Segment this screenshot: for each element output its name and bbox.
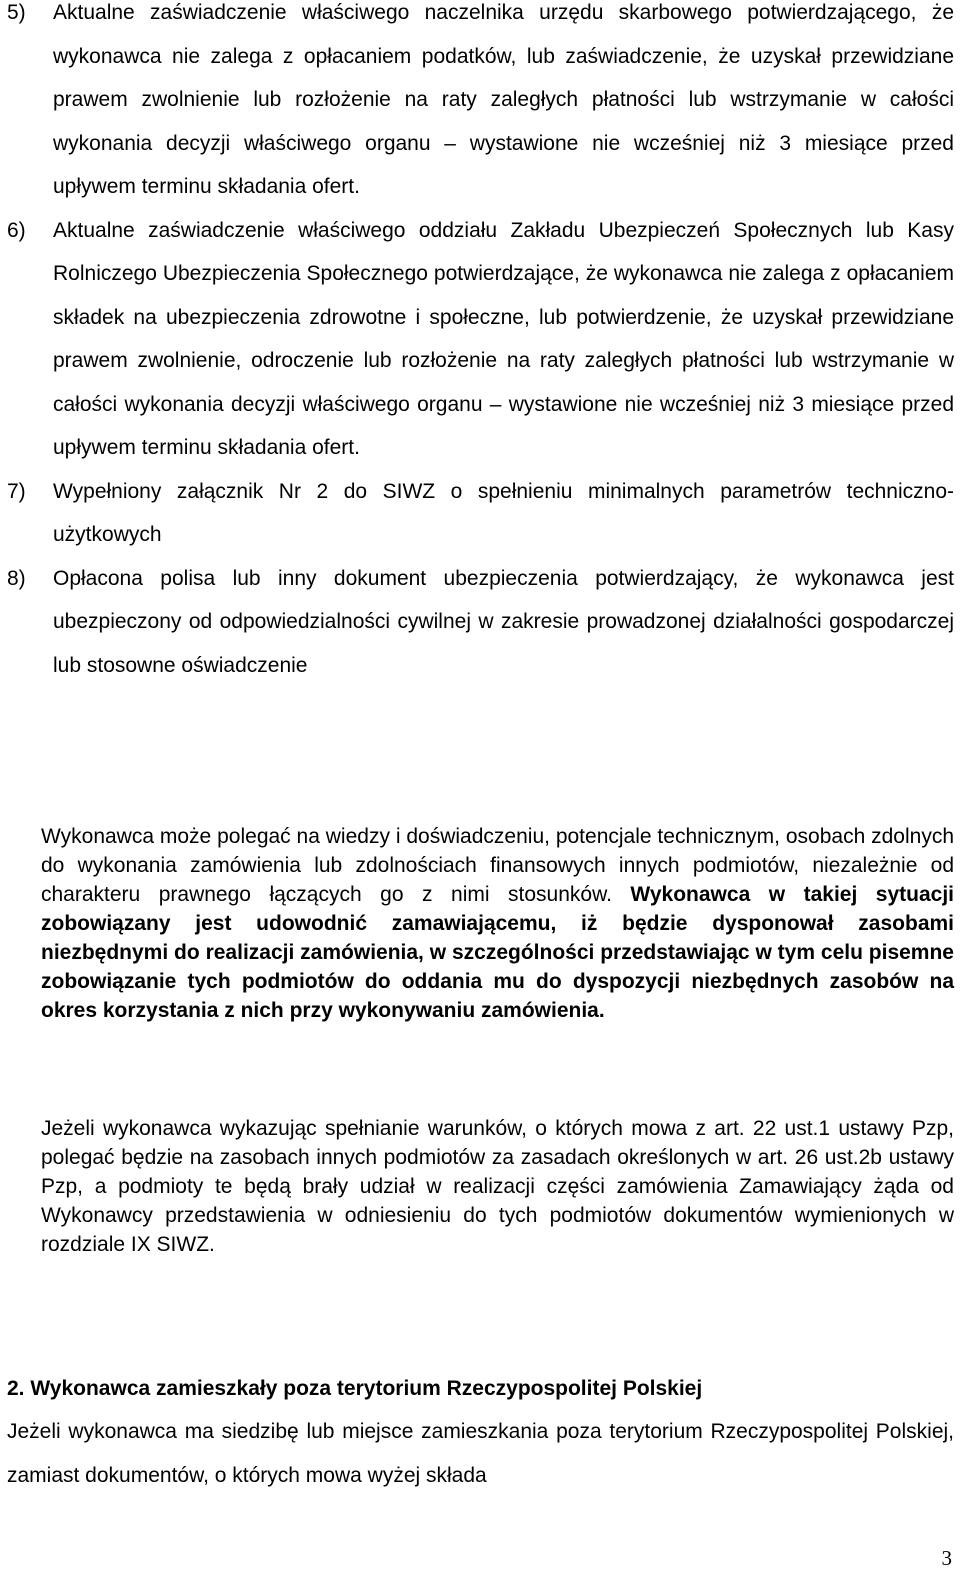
other-entities-paragraph: Jeżeli wykonawca wykazując spełnianie warunków, o których mowa z art. 22 ust.1 ustawy Pzp, polegać będzie na zasobach innych podmiotów za zasadach określonych w art. 26 ust.2b ustawy Pzp, a podmioty te będą brały udział w realizacji części zamówienia Zamawiający żąda od Wykonawcy przedstawienia w odniesieniu do tych podmiotów dokumentów wymienionych w rozdziale IX SIWZ. xyxy=(41,1117,954,1256)
list-item xyxy=(7,470,954,557)
page-number: 3 xyxy=(941,1546,952,1570)
list-item-text: Aktualne zaświadczenie właściwego oddziału Zakładu Ubezpieczeń Społecznych lub Kasy Rolniczego Ubezpieczenia Społecznego potwierdzające, że wykonawca nie zalega z opłacaniem składek na ubezpieczenia zdrowotne i społeczne, lub potwierdzenie, że uzyskał przewidziane prawem zwolnienie, odroczenie lub rozłożenie na raty zaległych płatności lub wstrzymanie w całości wykonania decyzji właściwego organu – wystawione nie wcześniej niż 3 miesiące przed upływem terminu składania ofert. xyxy=(53,218,954,459)
section-body: Jeżeli wykonawca ma siedzibę lub miejsce zamieszkania poza terytorium Rzeczypospolitej Polskiej, zamiast dokumentów, o których mowa wyżej składa xyxy=(7,1420,954,1487)
resources-paragraph xyxy=(41,822,954,1025)
resources-paragraph-text: Wykonawca może polegać na wiedzy i doświadczeniu, potencjale technicznym, osobach zdolnych do wykonania zamówienia lub zdolnościach finansowych innych podmiotów, niezależnie od charakteru prawnego łączących go z nimi stosunków. xyxy=(41,825,954,906)
list-item xyxy=(7,0,954,209)
resources-paragraph-emphasis: Wykonawca w takiej sytuacji zobowiązany jest udowodnić zamawiającemu, iż będzie dysponował zasobami niezbędnymi do realizacji zamówienia, w szczególności przedstawiając w tym celu pisemne zobowiązanie tych podmiotów do oddania mu do dyspozycji niezbędnych zasobów na okres korzystania z nich przy wykonywaniu zamówienia. xyxy=(41,883,954,1022)
list-item xyxy=(7,209,954,470)
list-item-text: Wypełniony załącznik Nr 2 do SIWZ o spełnieniu minimalnych parametrów techniczno-użytkowych xyxy=(53,479,954,546)
list-item-number: 8) xyxy=(7,566,26,590)
list-item-number: 5) xyxy=(7,1,26,24)
section-heading: 2. Wykonawca zamieszkały poza terytorium Rzeczypospolitej Polskiej xyxy=(7,1377,703,1400)
list-item-number: 6) xyxy=(7,218,26,242)
list-item-text: Opłacona polisa lub inny dokument ubezpieczenia potwierdzający, że wykonawca jest ubezpieczony od odpowiedzialności cywilnej w zakresie prowadzonej działalności gospodarczej lub stosowne oświadczenie xyxy=(53,566,954,677)
documents-list xyxy=(7,0,954,687)
list-item xyxy=(7,557,954,688)
list-item-text: Aktualne zaświadczenie właściwego naczelnika urzędu skarbowego potwierdzającego, że wykonawca nie zalega z opłacaniem podatków, lub zaświadczenie, że uzyskał przewidziane prawem zwolnienie lub rozłożenie na raty zaległych płatności lub wstrzymanie w całości wykonania decyzji właściwego organu – wystawione nie wcześniej niż 3 miesiące przed upływem terminu składania ofert. xyxy=(53,1,954,198)
list-item-number: 7) xyxy=(7,479,26,503)
